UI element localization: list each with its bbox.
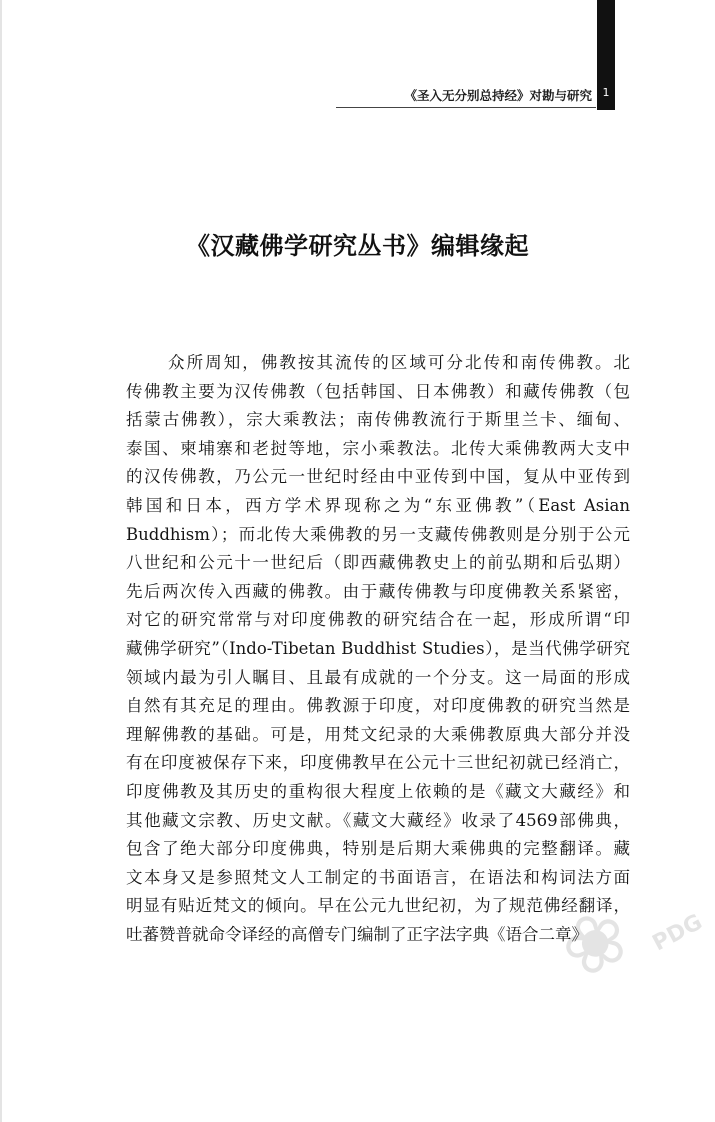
text-line: 文本身又是参照梵文人工制定的书面语言，在语法和构词法方面 [126,867,630,887]
text-line: 有在印度被保存下来，印度佛教早在公元十三世纪初就已经消亡， [126,753,630,773]
text-line: 印度佛教及其历史的重构很大程度上依赖的是《藏文大藏经》和 [126,781,630,801]
text-line: 泰国、柬埔寨和老挝等地，宗小乘教法。北传大乘佛教两大支中 [126,438,630,458]
text-line: 对它的研究常常与对印度佛教的研究结合在一起，形成所谓“印 [126,610,630,630]
text-line: 其他藏文宗教、历史文献。《藏文大藏经》收录了4569部佛典， [126,810,630,830]
text-line: 包含了绝大部分印度佛典，特别是后期大乘佛典的完整翻译。藏 [126,839,630,859]
text-line: 八世纪和公元十一世纪后（即西藏佛教史上的前弘期和后弘期） [126,553,630,573]
text-line: 领域内最为引人瞩目、且最有成就的一个分支。这一局面的形成 [126,667,630,687]
text-line: Buddhism）；而北传大乘佛教的另一支藏传佛教则是分别于公元 [126,524,630,544]
header-rule [336,107,596,108]
text-line: 的汉传佛教，乃公元一世纪时经由中亚传到中国，复从中亚传到 [126,467,630,487]
text-line: 传佛教主要为汉传佛教（包括韩国、日本佛教）和藏传佛教（包 [126,381,630,401]
page-left-edge [0,0,2,1122]
text-line: 韩国和日本，西方学术界现称之为“东亚佛教”（East Asian [126,495,630,515]
running-header: 《圣入无分别总持经》对勘与研究 [404,88,592,103]
page-number: 1 [602,86,610,99]
article-title: 《汉藏佛学研究丛书》编辑缘起 [186,232,529,260]
text-line: 明显有贴近梵文的倾向。早在公元九世纪初，为了规范佛经翻译， [126,896,630,916]
text-line: 括蒙古佛教），宗大乘教法；南传佛教流行于斯里兰卡、缅甸、 [126,410,630,430]
text-line: 众所周知，佛教按其流传的区域可分北传和南传佛教。北 [168,353,630,372]
watermark-text: PDG [648,909,707,957]
body-paragraph [126,349,630,949]
text-line: 藏佛学研究”（Indo-Tibetan Buddhist Studies），是当代佛学研究 [126,638,630,658]
text-line: 理解佛教的基础。可是，用梵文纪录的大乘佛教原典大部分并没 [126,724,630,744]
seal-glyph-icon: ❀ [545,888,646,999]
text-line: 吐蕃赞普就命令译经的高僧专门编制了正字法字典《语合二章》 [126,924,588,944]
text-line: 自然有其充足的理由。佛教源于印度，对印度佛教的研究当然是 [126,696,630,716]
text-line: 先后两次传入西藏的佛教。由于藏传佛教与印度佛教关系紧密， [126,581,630,601]
